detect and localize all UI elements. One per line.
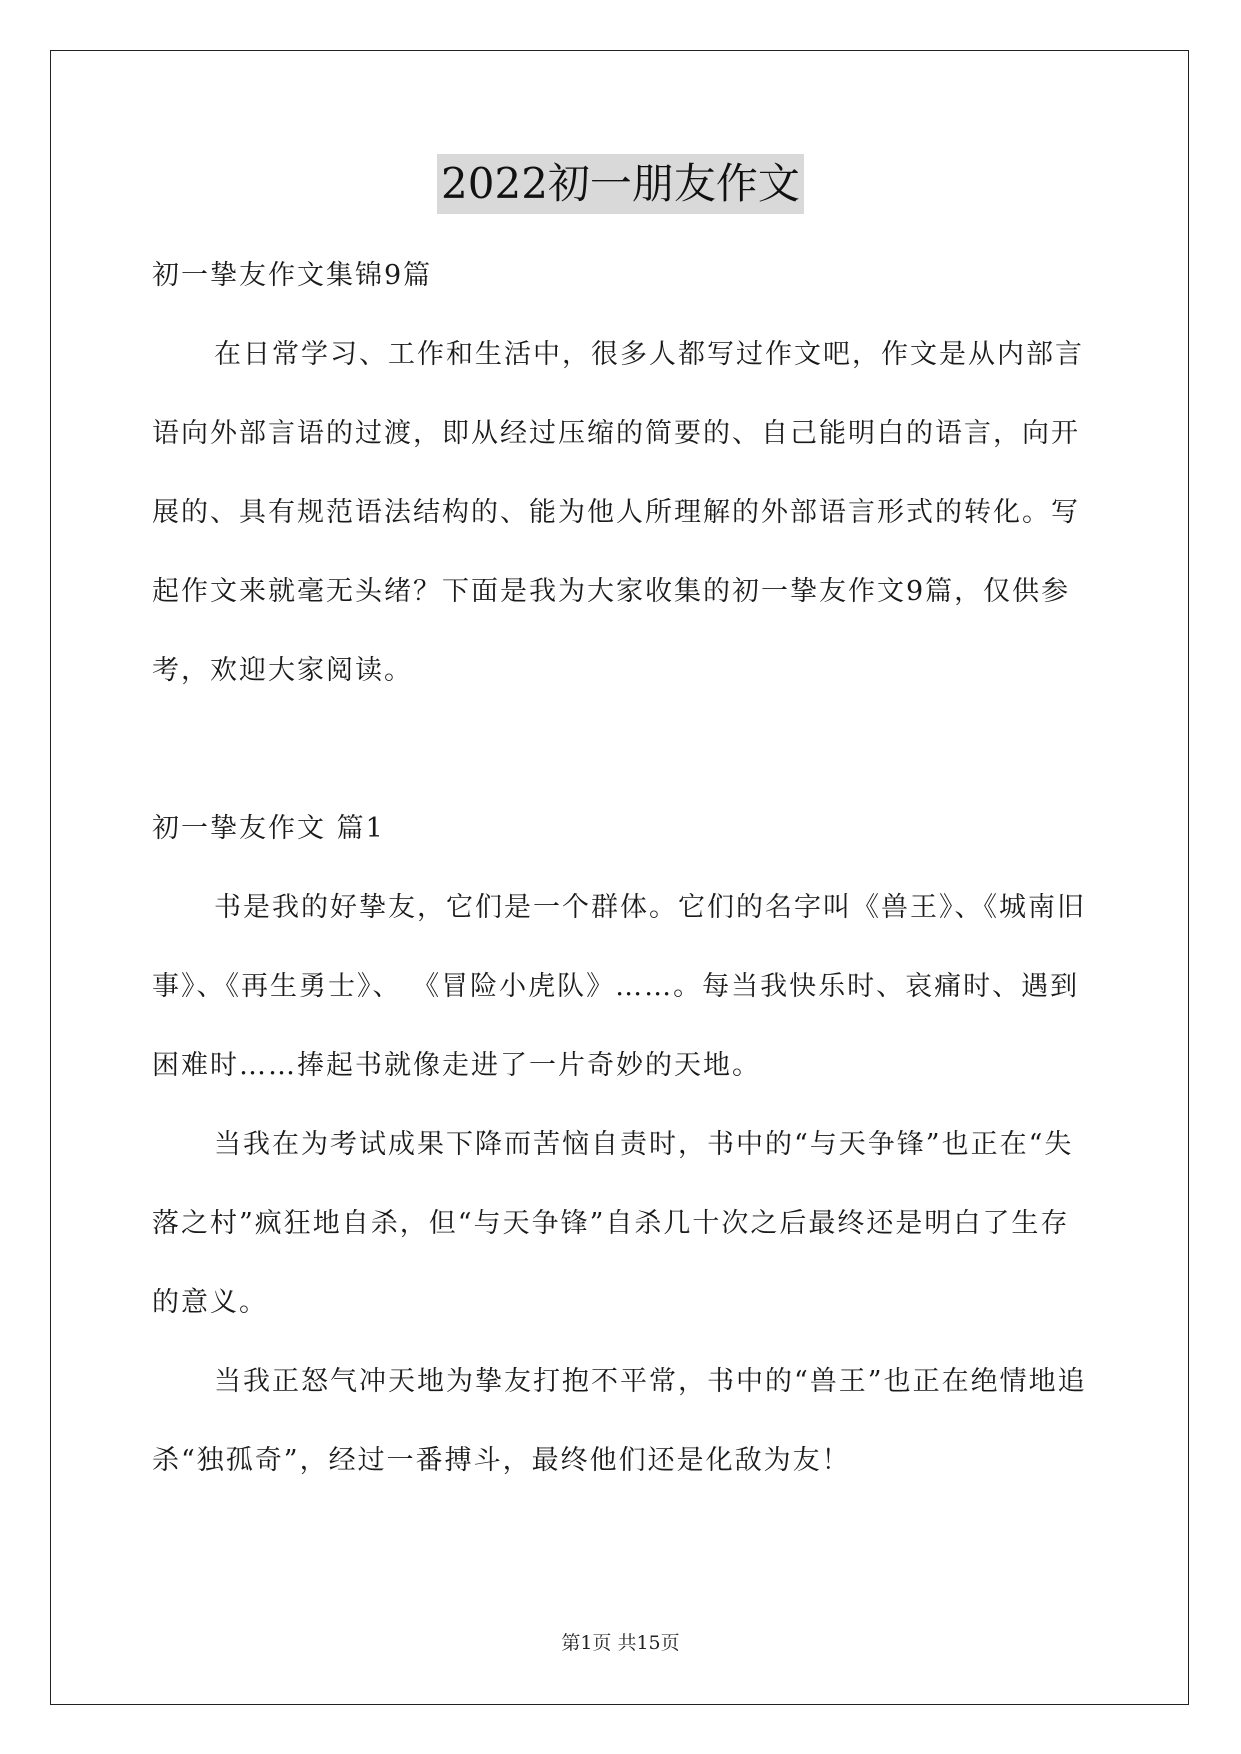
body-paragraph: 书是我的好挚友，它们是一个群体。它们的名字叫《兽王》、《城南旧事》、《再生勇士》、 《冒险小虎队》……。每当我快乐时、哀痛时、遇到困难时……捧起书就像走进了一片奇妙的天地。 (152, 892, 1086, 1081)
collection-heading: 初一挚友作文集锦9篇 (152, 260, 433, 291)
essay-heading: 初一挚友作文 篇1 (152, 813, 385, 844)
intro-paragraph: 在日常学习、工作和生活中，很多人都写过作文吧，作文是从内部言语向外部言语的过渡，即从经过压缩的简要的、自己能明白的语言，向开展的、具有规范语法结构的、能为他人所理解的外部语言形式的转化。写起作文来就毫无头绪？下面是我为大家收集的初一挚友作文9篇，仅供参考，欢迎大家阅读。 (152, 339, 1084, 686)
body-paragraph: 当我正怒气冲天地为挚友打抱不平常，书中的“兽王”也正在绝情地追杀“独孤奇”，经过一番搏斗，最终他们还是化敌为友！ (152, 1366, 1087, 1476)
body-paragraph: 当我在为考试成果下降而苦恼自责时，书中的“与天争锋”也正在“失落之村”疯狂地自杀，但“与天争锋”自杀几十次之后最终还是明白了生存的意义。 (152, 1129, 1074, 1318)
document-body (152, 236, 1090, 1500)
title-wrap (0, 154, 1241, 214)
page-footer: 第1页 共15页 (561, 1632, 680, 1654)
document-title: 2022初一朋友作文 (437, 154, 804, 214)
blank-line (152, 710, 1090, 789)
